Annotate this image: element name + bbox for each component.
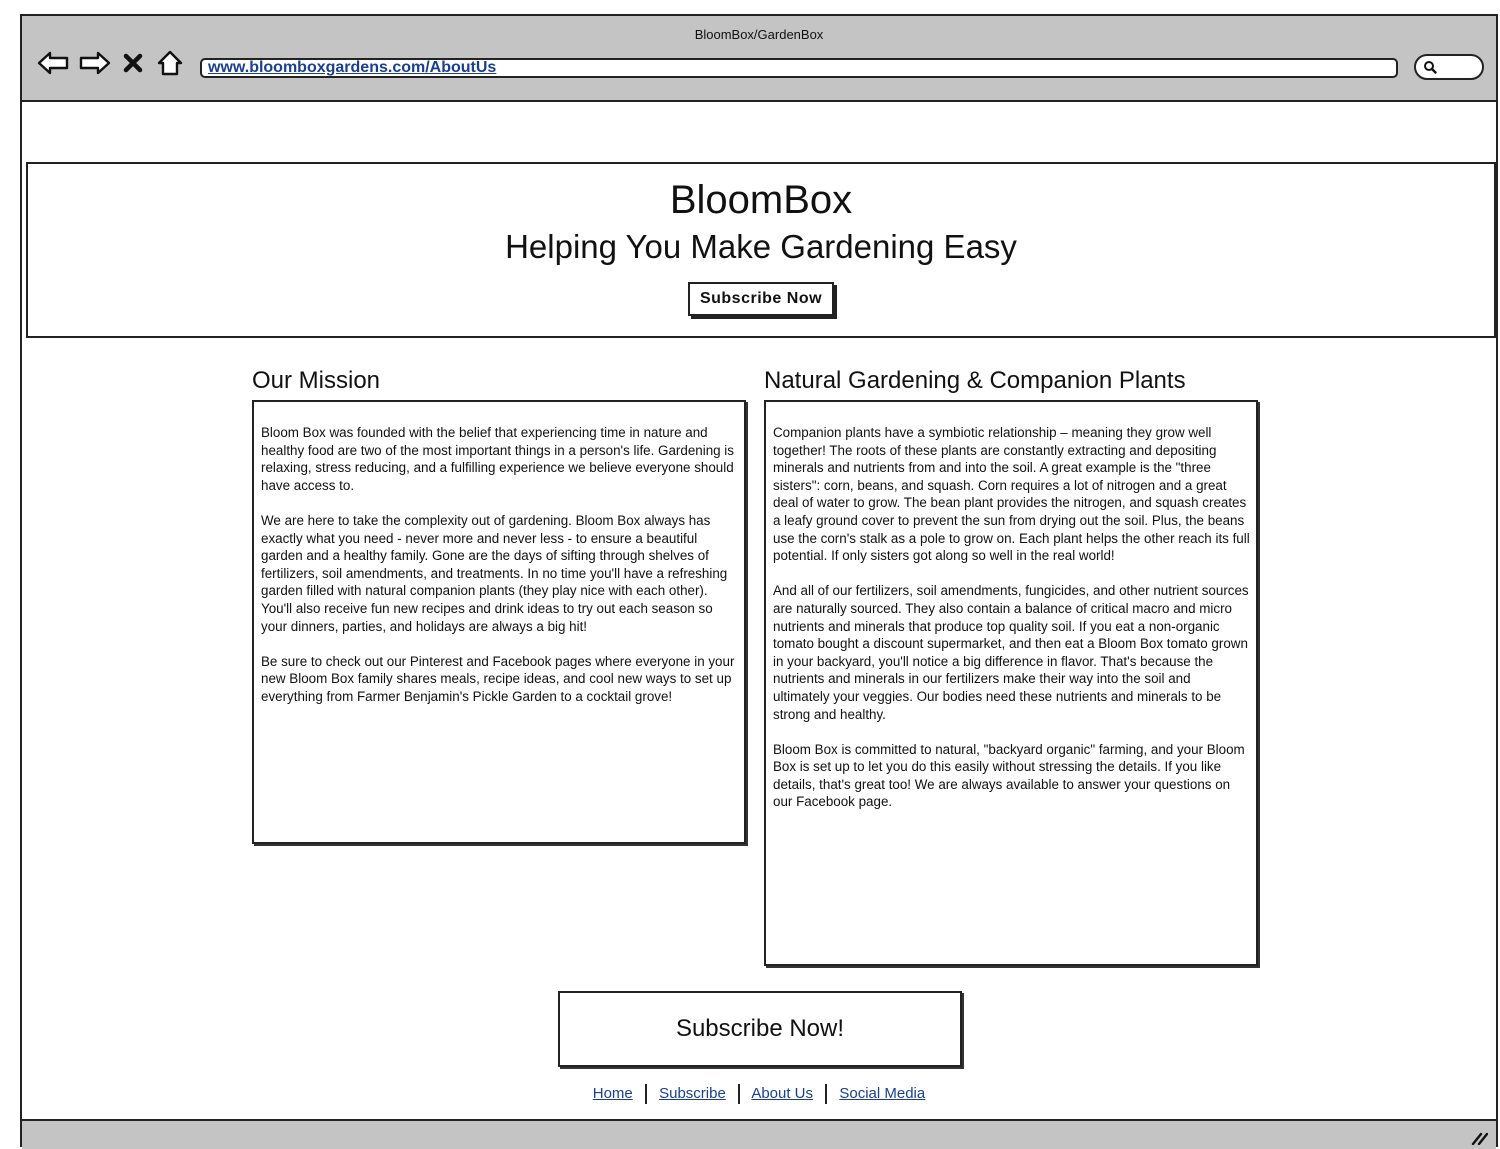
companion-heading: Natural Gardening & Companion Plants [764, 367, 1186, 394]
mission-paragraph: Be sure to check out our Pinterest and Facebook pages where everyone in your new Bloom Box family shares meals, recipe ideas, and cool new ways to set up everything from Farmer Benjamin's Pickle Garden to a cocktail grove! [261, 653, 735, 704]
footer-divider [738, 1084, 740, 1104]
back-arrow-icon [37, 50, 69, 76]
browser-toolbar [22, 16, 1496, 102]
mission-paragraph: We are here to take the complexity out of gardening. Bloom Box always has exactly what you need - never more and never less - to ensure a beautiful garden and a healthy family. Gone are the days of sifting through shelves of fertilizers, soil amendments, and treatments. In no time you'll have a refreshing garden filled with natural companion plants (they play nice with each other). You'll also receive fun new recipes and drink ideas to try out each season so your dinners, parties, and holidays are always a big hit! [261, 512, 728, 634]
address-bar[interactable] [200, 58, 1398, 78]
browser-window [20, 14, 1498, 1147]
close-icon [123, 53, 143, 73]
hero-header [26, 162, 1496, 338]
resize-grip-icon[interactable] [1470, 1131, 1488, 1145]
home-button[interactable] [154, 48, 186, 78]
window-title: BloomBox/GardenBox [694, 27, 824, 42]
site-tagline: Helping You Make Gardening Easy [505, 228, 1017, 265]
mission-heading: Our Mission [252, 367, 381, 394]
companion-paragraph: Bloom Box is committed to natural, "backyard organic" farming, and your Bloom Box is set up to let you do this easily without stressing the details. If you like details, that's great too! We are always available to answer your questions on our Facebook page. [773, 741, 1245, 810]
forward-arrow-icon [79, 50, 111, 76]
footer-link-home[interactable]: Home [592, 1084, 633, 1102]
url-text: www.bloomboxgardens.com/AboutUs [208, 59, 497, 76]
footer-link-subscribe[interactable]: Subscribe [659, 1084, 726, 1102]
companion-panel [764, 400, 1258, 966]
footer-divider [645, 1084, 647, 1104]
companion-paragraph: Companion plants have a symbiotic relationship – meaning they grow well together! The roots of these plants are constantly extracting and depositing minerals and nutrients from and into the soil. A great example is the "three sisters": corn, beans, and squash. Corn requires a lot of nitrogen and a great deal of water to grow. The bean plant provides the nitrogen, and squash creates a leafy ground cover to prevent the sun from drying out the soil. Plus, the beans use the corn's stalk as a pole to grow on. Each plant helps the other reach its full potential. If only sisters got along so well in the real world! [773, 425, 1250, 564]
footer-divider [825, 1084, 827, 1104]
companion-paragraph: And all of our fertilizers, soil amendments, fungicides, and other nutrient sources are naturally sourced. They also contain a balance of critical macro and micro nutrients and minerals that produce top quality soil. If you eat a non-organic tomato bought a discount supermarket, and then eat a Bloom Box tomato grown in your backyard, you'll notice a big difference in flavor. That's because the nutrients and minerals in our fertilizers make their way into the soil and ultimately your veggies. Our bodies need these nutrients and minerals to be strong and healthy. [773, 583, 1249, 722]
home-icon [156, 49, 184, 77]
stop-button[interactable] [120, 48, 146, 78]
forward-button[interactable] [78, 48, 112, 78]
site-title: BloomBox [669, 178, 853, 222]
subscribe-button[interactable]: Subscribe Now [688, 282, 834, 316]
footer-nav [22, 1084, 1496, 1104]
search-icon [1423, 60, 1437, 74]
search-box[interactable] [1414, 54, 1484, 80]
footer-link-about-us[interactable]: About Us [751, 1084, 814, 1102]
browser-status-bar [22, 1119, 1496, 1149]
subscribe-now-cta-button[interactable]: Subscribe Now! [558, 991, 962, 1067]
mission-paragraph: Bloom Box was founded with the belief that experiencing time in nature and healthy food are two of the most important things in a person's life. Gardening is relaxing, stress reducing, and a fulfilling experience we believe everyone should have access to. [261, 425, 734, 493]
mission-panel [252, 400, 746, 844]
footer-link-social-media[interactable]: Social Media [839, 1084, 926, 1102]
back-button[interactable] [36, 48, 70, 78]
